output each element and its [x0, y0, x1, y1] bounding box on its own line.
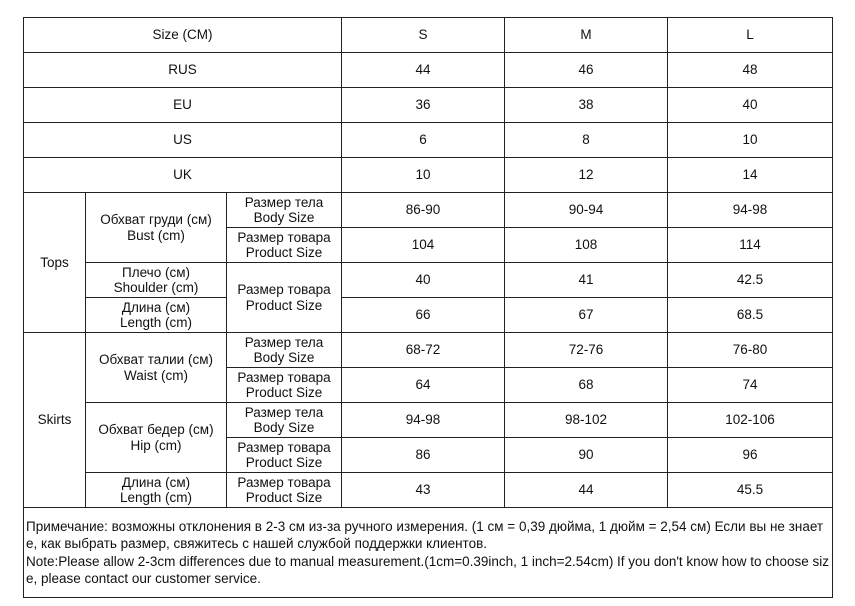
table-cell: 48: [668, 53, 833, 88]
body-size-label: [227, 193, 342, 228]
skirts-label: Skirts: [24, 333, 86, 508]
table-cell: 45.5: [668, 473, 833, 508]
table-cell: 114: [668, 228, 833, 263]
table-cell: 94-98: [342, 403, 505, 438]
table-cell: 104: [342, 228, 505, 263]
table-cell: 66: [342, 298, 505, 333]
table-cell: 43: [342, 473, 505, 508]
length-label: [86, 298, 227, 333]
table-cell: 44: [342, 53, 505, 88]
table-cell: 46: [505, 53, 668, 88]
bust-label-ru: Обхват груди (см): [100, 212, 212, 227]
product-size-label: [227, 368, 342, 403]
table-cell: 90-94: [505, 193, 668, 228]
table-cell: 76-80: [668, 333, 833, 368]
eu-label: EU: [24, 88, 342, 123]
body-size-label-en: Body Size: [253, 210, 315, 225]
table-cell: 90: [505, 438, 668, 473]
length-label-ru: Длина (см): [121, 299, 191, 315]
product-size-label: [227, 438, 342, 473]
shoulder-label: [86, 263, 227, 298]
rus-row: [24, 53, 833, 88]
us-label: US: [24, 123, 342, 158]
table-cell: 94-98: [668, 193, 833, 228]
table-cell: 40: [668, 88, 833, 123]
uk-row: [24, 158, 833, 193]
skirts-length-row: [24, 473, 833, 508]
us-row: [24, 123, 833, 158]
size-chart-table: [23, 17, 833, 598]
product-size-label-ru: Размер товара: [237, 369, 331, 385]
length-label-en: Length (cm): [119, 315, 193, 330]
waist-label: [86, 333, 227, 403]
table-cell: 12: [505, 158, 668, 193]
product-size-label-en: Product Size: [245, 490, 323, 505]
table-cell: 38: [505, 88, 668, 123]
product-size-label-en: Product Size: [245, 385, 323, 400]
body-size-label-en: Body Size: [253, 420, 315, 435]
product-size-label: [227, 228, 342, 263]
table-cell: 72-76: [505, 333, 668, 368]
tops-label: Tops: [24, 193, 86, 333]
waist-label-en: Waist (cm): [124, 367, 188, 383]
body-size-label-ru: Размер тела: [244, 334, 324, 350]
length-label-en: Length (cm): [119, 490, 193, 505]
length-label-ru: Длина (см): [121, 474, 191, 490]
size-m-header: M: [505, 18, 668, 53]
hip-label-ru: Обхват бедер (см): [98, 422, 214, 437]
note-cell: [24, 508, 833, 598]
table-cell: 86: [342, 438, 505, 473]
table-cell: 86-90: [342, 193, 505, 228]
product-size-label-ru: Размер товара: [237, 474, 331, 490]
hip-label-en: Hip (cm): [130, 437, 182, 453]
table-cell: 74: [668, 368, 833, 403]
product-size-label-en: Product Size: [245, 297, 323, 313]
table-cell: 64: [342, 368, 505, 403]
table-cell: 68-72: [342, 333, 505, 368]
table-cell: 40: [342, 263, 505, 298]
product-size-label: [227, 263, 342, 333]
product-size-label-en: Product Size: [245, 455, 323, 470]
shoulder-label-en: Shoulder (cm): [113, 280, 199, 295]
body-size-label: [227, 333, 342, 368]
table-cell: 68.5: [668, 298, 833, 333]
size-s-header: S: [342, 18, 505, 53]
skirts-waist-body-row: [24, 333, 833, 368]
table-cell: 41: [505, 263, 668, 298]
table-cell: 10: [342, 158, 505, 193]
header-row: [24, 18, 833, 53]
body-size-label-ru: Размер тела: [244, 194, 324, 210]
table-cell: 6: [342, 123, 505, 158]
table-cell: 36: [342, 88, 505, 123]
shoulder-label-ru: Плечо (см): [122, 264, 190, 280]
eu-row: [24, 88, 833, 123]
table-cell: 42.5: [668, 263, 833, 298]
product-size-label-ru: Размер товара: [237, 439, 331, 455]
table-cell: 44: [505, 473, 668, 508]
body-size-label-en: Body Size: [253, 350, 315, 365]
product-size-label-en: Product Size: [245, 245, 323, 260]
tops-length-row: [24, 298, 833, 333]
tops-shoulder-row: [24, 263, 833, 298]
body-size-label-ru: Размер тела: [244, 404, 324, 420]
uk-label: UK: [24, 158, 342, 193]
note-row: [24, 508, 833, 598]
bust-label: [86, 193, 227, 263]
tops-bust-body-row: [24, 193, 833, 228]
length-label: [86, 473, 227, 508]
table-cell: 8: [505, 123, 668, 158]
table-cell: 10: [668, 123, 833, 158]
rus-label: RUS: [24, 53, 342, 88]
product-size-label-ru: Размер товара: [237, 229, 331, 245]
size-cm-header: Size (CM): [24, 18, 342, 53]
table-cell: 96: [668, 438, 833, 473]
table-cell: 68: [505, 368, 668, 403]
table-cell: 108: [505, 228, 668, 263]
body-size-label: [227, 403, 342, 438]
note-text-en: Note:Please allow 2-3cm differences due to manual measurement.(1cm=0.39inch, 1 inch=2.54cm) If you don't know how to choose size, please contact our customer service.: [26, 553, 830, 586]
table-cell: 14: [668, 158, 833, 193]
table-cell: 98-102: [505, 403, 668, 438]
skirts-hip-body-row: [24, 403, 833, 438]
hip-label: [86, 403, 227, 473]
note-text-ru: Примечание: возможны отклонения в 2-3 см из-за ручного измерения. (1 см = 0,39 дюйма, 1 дюйм = 2,54 см) Если вы не знаете, как выбрать размер, свяжитесь с нашей службой поддержки клиентов.: [26, 518, 824, 551]
bust-label-en: Bust (cm): [127, 227, 185, 243]
size-l-header: L: [668, 18, 833, 53]
table-cell: 102-106: [668, 403, 833, 438]
product-size-label-ru: Размер товара: [237, 282, 331, 297]
table-cell: 67: [505, 298, 668, 333]
waist-label-ru: Обхват талии (см): [99, 352, 213, 367]
product-size-label: [227, 473, 342, 508]
